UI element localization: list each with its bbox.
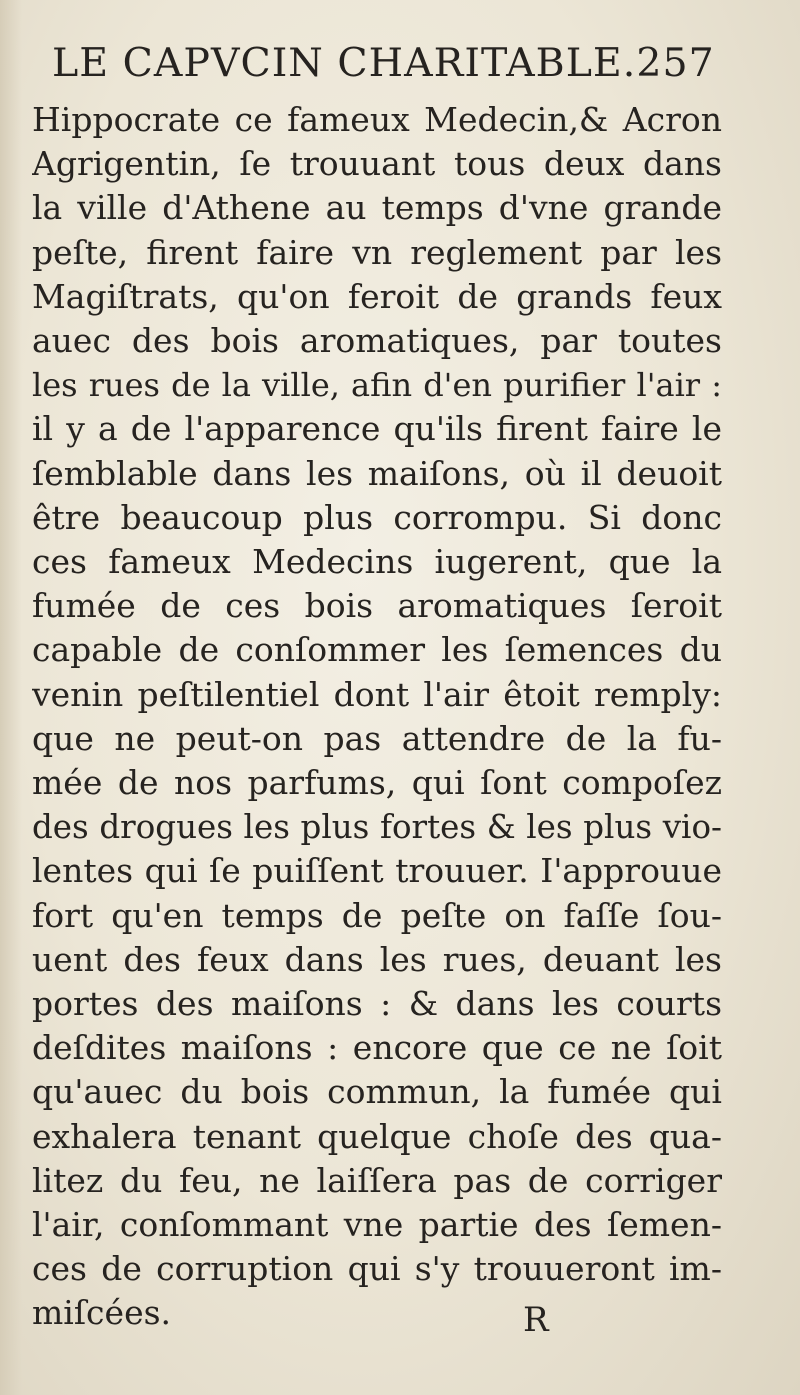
text-line: mée de nos parfums, qui ſont compoſez [32,763,722,803]
text-line: que ne peut-on pas attendre de la fu- [32,718,722,758]
body-text [32,98,722,1336]
text-line: fort qu'en temps de peſte on faſſe ſou- [32,895,722,935]
text-line: la ville d'Athene au temps d'vne grande [32,188,722,228]
page-gutter-shadow [0,0,22,1395]
text-line: Hippocrate ce fameux Medecin,& Acron [32,100,722,139]
text-line: litez du feu, ne laiſſera pas de corriger [32,1160,722,1200]
text-line: lentes qui ſe puiſſent trouuer. I'approuue [32,851,722,891]
text-line: il y a de l'apparence qu'ils firent faire le [32,409,722,449]
text-line: ces de corruption qui s'y trouueront im- [32,1249,722,1289]
running-title: LE CAPVCIN CHARITABLE. [52,40,637,86]
text-line: venin peſtilentiel dont l'air êtoit remply: [32,674,722,714]
text-line: être beaucoup plus corrompu. Si donc [32,497,722,537]
text-line: fumée de ces bois aromatiques ſeroit [32,586,722,626]
text-line: Magiſtrats, qu'on feroit de grands feux [32,276,722,316]
text-line: uent des feux dans les rues, deuant les [32,939,722,979]
text-line: exhalera tenant quelque choſe des qua- [32,1116,722,1156]
text-line: l'air, conſommant vne partie des ſemen- [32,1205,722,1245]
text-line: ſemblable dans les maiſons, où il deuoit [32,453,722,493]
text-line: auec des bois aromatiques, par toutes [32,321,722,361]
text-line: Agrigentin, ſe trouuant tous deux dans [32,144,722,184]
text-line: les rues de la ville, afin d'en purifier l'air : [32,366,722,405]
text-line: ces fameux Medecins iugerent, que la [32,542,722,582]
text-line: qu'auec du bois commun, la fumée qui [32,1072,722,1112]
page-number: 257 [636,40,715,86]
text-line: miſcées. [32,1293,172,1333]
text-line: deſdites maiſons : encore que ce ne ſoit [32,1028,722,1068]
text-line: capable de conſommer les ſemences du [32,630,722,670]
running-header [52,40,722,86]
text-line: des drogues les plus fortes & les plus vio- [32,808,722,847]
text-line: portes des maiſons : & dans les courts [32,984,722,1024]
text-line: peſte, firent faire vn reglement par les [32,232,722,272]
signature-mark: R [523,1300,549,1340]
